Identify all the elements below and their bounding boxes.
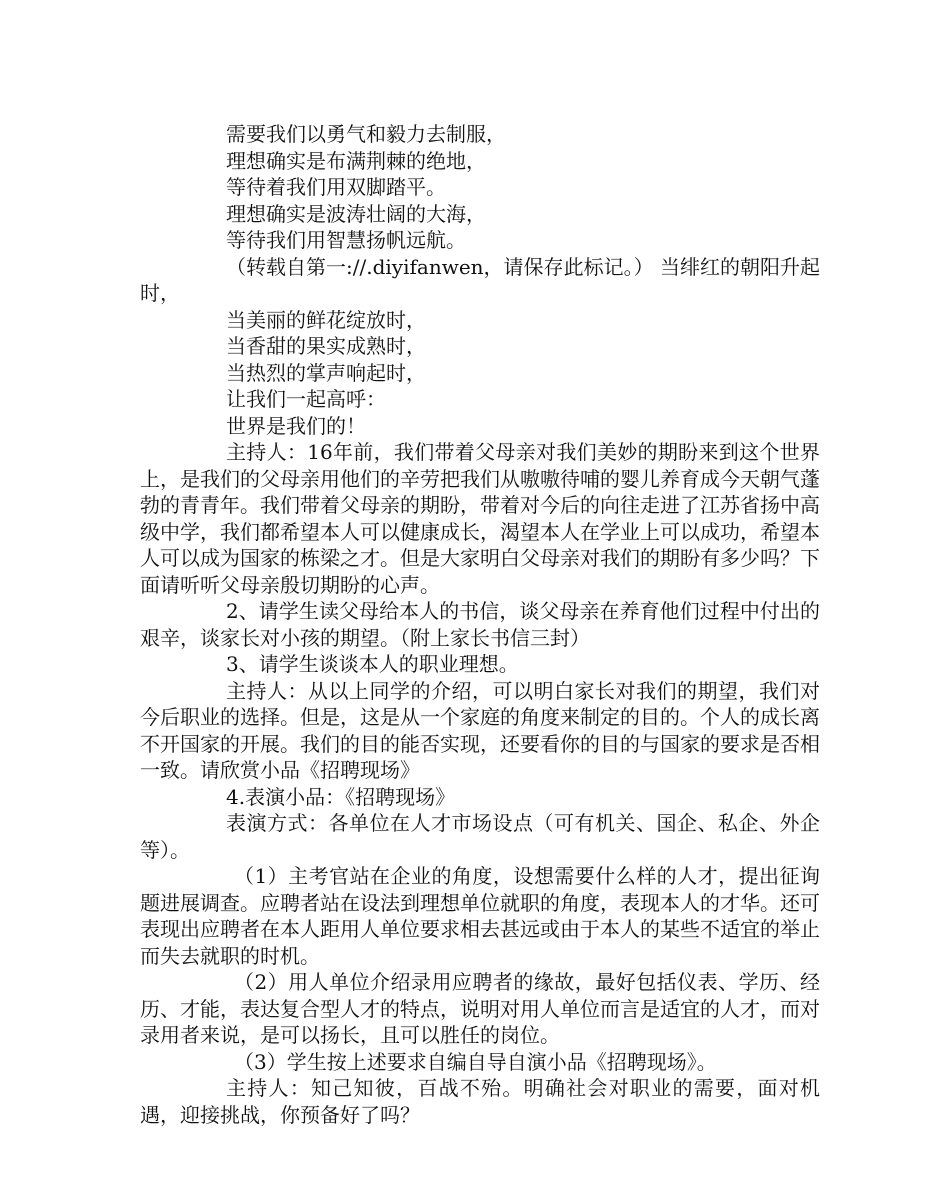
poem-line: 世界是我们的！ <box>226 413 366 438</box>
host-paragraph: 主持人：16年前，我们带着父母亲对我们美妙的期盼来到这个世界上，是我们的父母亲用他们的辛劳把我们从嗷嗷待哺的婴儿养育成今天朝气蓬勃的青青年。我们带着父母亲的期盼，带着对今后的向往走进了江苏省扬中高级中学，我们都希望本人可以健康成长，渴望本人在学业上可以成功，希望本人可以成为国家的栋梁之才。但是大家明白父母亲对我们的期盼有多少吗？下面请听听父母亲殷切期盼的心声。 <box>140 440 820 597</box>
poem-line: 理想确实是布满荆棘的绝地， <box>226 148 486 173</box>
document-body <box>140 121 820 1128</box>
step-paragraph: 3、请学生谈谈本人的职业理想。 <box>226 652 519 676</box>
method-paragraph: 表演方式：各单位在人才市场设点（可有机关、国企、私企、外企等）。 <box>140 811 820 862</box>
substep-paragraph: （1）主考官站在企业的角度，设想需要什么样的人才，提出征询题进展调查。应聘者站在设法到理想单位就职的角度，表现本人的才华。还可表现出应聘者在本人距用人单位要求相去甚远或由于本人的某些不适宜的举止而失去就职的时机。 <box>140 864 820 968</box>
poem-line: 需要我们以勇气和毅力去制服， <box>226 122 506 146</box>
poem-line: 让我们一起高呼： <box>226 387 386 411</box>
poem-line: 理想确实是波涛壮阔的大海， <box>226 201 486 226</box>
substep-paragraph: （3）学生按上述要求自编自导自演小品《招聘现场》。 <box>234 1049 717 1074</box>
poem-line: 等待着我们用双脚踏平。 <box>226 175 446 199</box>
step-paragraph: 4.表演小品：《招聘现场》 <box>226 784 456 809</box>
host-paragraph: 主持人：从以上同学的介绍，可以明白家长对我们的期望，我们对今后职业的选择。但是，这是从一个家庭的角度来制定的目的。个人的成长离不开国家的开展。我们的目的能否实现，还要看你的目的与国家的要求是否相一致。请欣赏小品《招聘现场》 <box>140 678 820 782</box>
poem-line: 等待我们用智慧扬帆远航。 <box>226 228 466 252</box>
poem-line: 当热烈的掌声响起时， <box>226 360 426 385</box>
poem-line: 当美丽的鲜花绽放时， <box>226 307 426 332</box>
poem-line: 当香甜的果实成熟时， <box>226 334 426 358</box>
source-note-paragraph: （转载自第一://.diyifanwen，请保存此标记。） 当绯红的朝阳升起时， <box>140 254 820 305</box>
substep-paragraph: （2）用人单位介绍录用应聘者的缘故，最好包括仪表、学历、经历、才能，表达复合型人才的特点，说明对用人单位而言是适宜的人才，而对录用者来说，是可以扬长，且可以胜任的岗位。 <box>140 970 820 1047</box>
step-paragraph: 2、请学生读父母给本人的书信，谈父母亲在养育他们过程中付出的艰辛，谈家长对小孩的期望。（附上家长书信三封） <box>140 599 820 650</box>
host-paragraph: 主持人：知己知彼，百战不殆。明确社会对职业的需要，面对机遇，迎接挑战，你预备好了吗？ <box>140 1076 820 1127</box>
